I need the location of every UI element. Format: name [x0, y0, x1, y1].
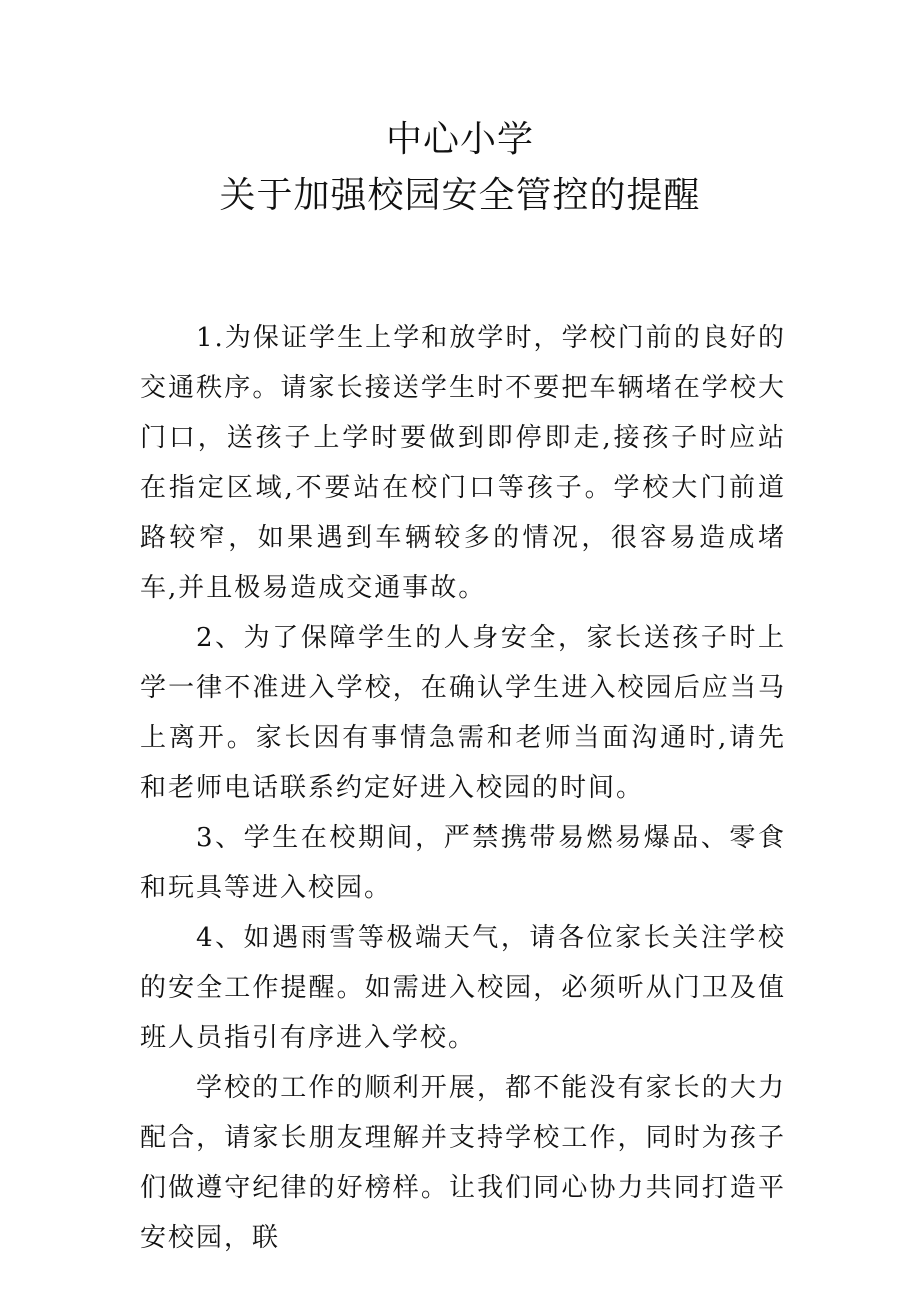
title-subject: 关于加强校园安全管控的提醒 [219, 175, 701, 216]
paragraph-4: 4、如遇雨雪等极端天气，请各位家长关注学校的安全工作提醒。如需进入校园，必须听从门卫及值班人员指引有序进入学校。 [140, 923, 786, 1053]
paragraph-3: 3、学生在校期间，严禁携带易燃易爆品、零食和玩具等进入校园。 [140, 823, 786, 903]
document-title [0, 112, 920, 224]
document-body [140, 313, 786, 1263]
paragraph-2: 2、为了保障学生的人身安全，家长送孩子时上学一律不准进入学校，在确认学生进入校园后应当马上离开。家长因有事情急需和老师当面沟通时,请先和老师电话联系约定好进入校园的时间。 [140, 623, 786, 803]
title-school-name: 中心小学 [385, 119, 534, 160]
paragraph-5: 学校的工作的顺利开展，都不能没有家长的大力配合，请家长朋友理解并支持学校工作，同时为孩子们做遵守纪律的好榜样。让我们同心协力共同打造平安校园，联 [140, 1073, 786, 1253]
paragraph-1: 1.为保证学生上学和放学时，学校门前的良好的交通秩序。请家长接送学生时不要把车辆堵在学校大门口，送孩子上学时要做到即停即走,接孩子时应站在指定区域,不要站在校门口等孩子。学校大门前道路较窄，如果遇到车辆较多的情况，很容易造成堵车,并且极易造成交通事故。 [140, 323, 786, 603]
